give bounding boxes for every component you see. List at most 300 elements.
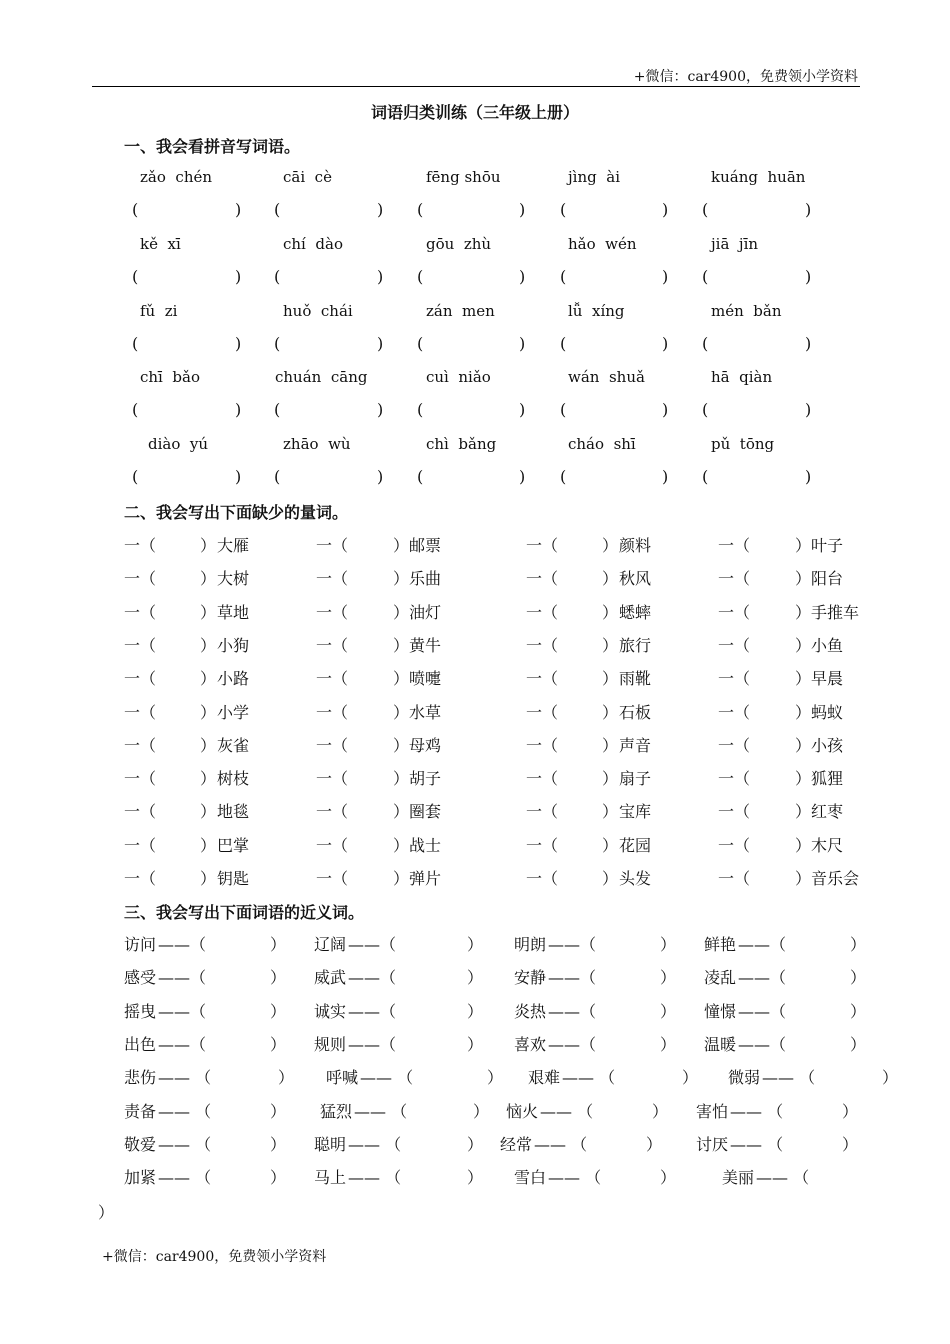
measure-prefix: 一（ <box>718 602 751 622</box>
measure-blank-close[interactable]: ） <box>602 702 619 722</box>
synonym-word: 感受 <box>124 968 157 988</box>
answer-paren-open[interactable]: ( <box>132 334 139 353</box>
synonym-blank-close[interactable]: ） <box>467 1168 484 1188</box>
measure-prefix: 一（ <box>718 536 751 555</box>
measure-noun: 战士 <box>409 835 442 855</box>
measure-noun: 雨靴 <box>619 669 652 689</box>
answer-paren-open[interactable]: ( <box>702 467 709 486</box>
measure-prefix: 一（ <box>124 635 157 655</box>
synonym-dash: ——（ <box>548 1001 597 1021</box>
answer-paren-close[interactable]: ) <box>519 200 526 219</box>
measure-noun: 草地 <box>217 602 250 622</box>
pinyin-label: huǒ chái <box>283 302 353 320</box>
measure-prefix: 一（ <box>124 735 157 755</box>
answer-paren-open[interactable]: ( <box>132 200 139 219</box>
pinyin-label: chì bǎng <box>426 435 497 453</box>
measure-prefix: 一（ <box>124 569 157 589</box>
measure-blank-close[interactable]: ） <box>393 669 410 689</box>
measure-blank-close[interactable]: ） <box>795 802 812 822</box>
synonym-word: 讨厌 <box>696 1134 729 1154</box>
measure-noun: 黄牛 <box>409 635 442 655</box>
synonym-blank-close[interactable]: ） <box>467 1134 484 1154</box>
answer-paren-open[interactable]: ( <box>132 400 139 419</box>
synonym-blank-close[interactable]: ） <box>467 1034 484 1054</box>
answer-paren-open[interactable]: ( <box>274 334 281 353</box>
page-title: 词语归类训练（三年级上册） <box>370 103 579 122</box>
measure-noun: 叶子 <box>811 536 844 555</box>
measure-noun: 蟋蟀 <box>619 602 652 622</box>
synonym-word: 安静 <box>514 968 547 988</box>
answer-paren-close[interactable]: ) <box>662 200 669 219</box>
answer-paren-close[interactable]: ) <box>805 200 812 219</box>
measure-prefix: 一（ <box>316 735 349 755</box>
pinyin-label: kuáng huān <box>711 168 806 186</box>
synonym-dash: ——（ <box>548 935 597 954</box>
answer-paren-close[interactable]: ) <box>235 334 242 353</box>
measure-prefix: 一（ <box>124 869 157 888</box>
measure-blank-close[interactable]: ） <box>200 702 217 722</box>
synonym-word: 经常 <box>500 1134 533 1154</box>
synonym-dash: —— （ <box>158 1134 212 1154</box>
pinyin-label: cháo shī <box>568 435 636 453</box>
measure-prefix: 一（ <box>718 869 751 888</box>
answer-paren-close[interactable]: ) <box>662 267 669 286</box>
measure-blank-close[interactable]: ） <box>602 802 619 822</box>
answer-paren-open[interactable]: ( <box>417 267 424 286</box>
synonym-word: 访问 <box>124 935 157 954</box>
synonym-dash: ——（ <box>158 968 207 988</box>
synonym-word: 害怕 <box>696 1101 729 1121</box>
header-rule <box>92 86 860 87</box>
synonym-dash: —— （ <box>360 1068 414 1088</box>
answer-paren-close[interactable]: ) <box>519 267 526 286</box>
measure-blank-close[interactable]: ） <box>602 602 619 622</box>
synonym-blank-close[interactable]: ） <box>850 968 867 988</box>
measure-prefix: 一（ <box>718 635 751 655</box>
measure-prefix: 一（ <box>316 702 349 722</box>
synonym-blank-close[interactable]: ） <box>660 1168 677 1188</box>
measure-noun: 小孩 <box>811 735 844 755</box>
measure-prefix: 一（ <box>316 569 349 589</box>
measure-noun: 钥匙 <box>217 869 250 888</box>
answer-paren-close[interactable]: ) <box>805 334 812 353</box>
pinyin-label: cuì niǎo <box>426 368 491 386</box>
measure-blank-close[interactable]: ） <box>393 735 410 755</box>
measure-blank-close[interactable]: ） <box>393 702 410 722</box>
synonym-dash: —— （ <box>730 1101 784 1121</box>
section1-heading: 一、我会看拼音写词语。 <box>124 137 301 156</box>
measure-noun: 石板 <box>619 702 652 722</box>
measure-noun: 扇子 <box>619 769 652 789</box>
measure-prefix: 一（ <box>526 536 559 555</box>
synonym-blank-close[interactable]: ） <box>850 1034 867 1054</box>
measure-noun: 大树 <box>217 569 250 589</box>
synonym-dash: ——（ <box>348 968 397 988</box>
measure-noun: 小路 <box>217 669 250 689</box>
measure-blank-close[interactable]: ） <box>795 735 812 755</box>
measure-blank-close[interactable]: ） <box>200 735 217 755</box>
measure-blank-close[interactable]: ） <box>795 635 812 655</box>
synonym-dash: ——（ <box>158 1034 207 1054</box>
answer-paren-open[interactable]: ( <box>560 334 567 353</box>
answer-paren-close[interactable]: ) <box>235 467 242 486</box>
synonym-blank-close[interactable]: ） <box>270 1134 287 1154</box>
measure-blank-close[interactable]: ） <box>200 536 217 555</box>
answer-paren-open[interactable]: ( <box>417 467 424 486</box>
synonym-dash: —— （ <box>534 1134 588 1154</box>
header-watermark: +微信：car4900，免费领小学资料 <box>633 69 858 85</box>
measure-prefix: 一（ <box>526 635 559 655</box>
measure-prefix: 一（ <box>316 835 349 855</box>
measure-blank-close[interactable]: ） <box>200 869 217 888</box>
measure-blank-close[interactable]: ） <box>602 669 619 689</box>
measure-prefix: 一（ <box>526 835 559 855</box>
synonym-word: 憧憬 <box>704 1001 737 1021</box>
measure-prefix: 一（ <box>526 869 559 888</box>
synonym-blank-close[interactable]: ） <box>660 935 677 954</box>
answer-paren-close[interactable]: ) <box>377 334 384 353</box>
pinyin-label: cāi cè <box>283 168 332 186</box>
synonym-word: 温暖 <box>704 1034 737 1054</box>
pinyin-label: kě xī <box>140 235 181 253</box>
measure-blank-close[interactable]: ） <box>795 569 812 589</box>
synonym-blank-close[interactable]: ） <box>270 1001 287 1021</box>
pinyin-label: jiā jīn <box>711 235 759 253</box>
measure-prefix: 一（ <box>124 536 157 555</box>
synonym-blank-close[interactable]: ） <box>842 1134 859 1154</box>
measure-prefix: 一（ <box>124 702 157 722</box>
synonym-blank-close[interactable]: ） <box>467 1001 484 1021</box>
measure-noun: 乐曲 <box>409 569 442 589</box>
measure-noun: 水草 <box>409 702 442 722</box>
answer-paren-open[interactable]: ( <box>560 200 567 219</box>
measure-noun: 阳台 <box>811 569 844 589</box>
synonym-blank-close[interactable]: ） <box>270 1101 287 1121</box>
measure-blank-close[interactable]: ） <box>795 835 812 855</box>
pinyin-label: hā qiàn <box>711 368 773 386</box>
pinyin-label: zán men <box>426 302 495 320</box>
measure-noun: 小鱼 <box>811 635 844 655</box>
answer-paren-close[interactable]: ) <box>377 267 384 286</box>
measure-blank-close[interactable]: ） <box>200 635 217 655</box>
synonym-blank-close[interactable]: ） <box>473 1101 490 1121</box>
synonym-blank-close[interactable]: ） <box>850 1001 867 1021</box>
measure-noun: 狐狸 <box>811 769 844 789</box>
measure-noun: 小学 <box>217 702 250 722</box>
measure-prefix: 一（ <box>718 802 751 822</box>
section2-heading: 二、我会写出下面缺少的量词。 <box>124 503 349 522</box>
synonym-blank-close[interactable]: ） <box>850 935 867 954</box>
synonym-dash: —— （ <box>730 1134 784 1154</box>
measure-noun: 旅行 <box>619 635 652 655</box>
synonym-blank-close[interactable]: ） <box>467 968 484 988</box>
answer-paren-close[interactable]: ) <box>662 467 669 486</box>
synonym-dash: —— （ <box>762 1068 816 1088</box>
synonym-blank-close[interactable]: ） <box>660 1001 677 1021</box>
measure-prefix: 一（ <box>718 769 751 789</box>
synonym-word: 诚实 <box>314 1001 347 1021</box>
measure-prefix: 一（ <box>718 569 751 589</box>
synonym-word: 马上 <box>314 1168 347 1188</box>
answer-paren-close[interactable]: ) <box>805 400 812 419</box>
measure-prefix: 一（ <box>526 669 559 689</box>
measure-noun: 音乐会 <box>811 869 860 888</box>
measure-blank-close[interactable]: ） <box>200 669 217 689</box>
synonym-dash: ——（ <box>548 1034 597 1054</box>
measure-noun: 花园 <box>619 835 652 855</box>
answer-paren-open[interactable]: ( <box>560 267 567 286</box>
measure-blank-close[interactable]: ） <box>795 869 812 888</box>
measure-noun: 红枣 <box>811 802 844 822</box>
measure-noun: 地毯 <box>217 802 250 822</box>
synonym-word: 加紧 <box>124 1168 157 1188</box>
answer-paren-open[interactable]: ( <box>417 400 424 419</box>
synonym-word: 鲜艳 <box>704 935 737 954</box>
measure-blank-close[interactable]: ） <box>393 569 410 589</box>
measure-noun: 母鸡 <box>409 735 442 755</box>
synonym-blank-close[interactable]: ） <box>278 1068 295 1088</box>
measure-blank-close[interactable]: ） <box>393 769 410 789</box>
pinyin-label: zhāo wù <box>283 435 351 453</box>
answer-paren-close[interactable]: ) <box>519 400 526 419</box>
synonym-word: 敬爱 <box>124 1134 157 1154</box>
synonym-blank-close[interactable]: ） <box>270 1168 287 1188</box>
synonym-dash: —— （ <box>348 1168 402 1188</box>
synonym-dash: ——（ <box>348 1001 397 1021</box>
answer-paren-close[interactable]: ) <box>377 400 384 419</box>
synonym-blank-close[interactable]: ） <box>270 968 287 988</box>
synonym-blank-close[interactable]: ） <box>660 1034 677 1054</box>
pinyin-label: pǔ tōng <box>711 435 775 453</box>
synonym-blank-close[interactable]: ） <box>652 1101 669 1121</box>
measure-prefix: 一（ <box>124 802 157 822</box>
synonym-dash: ——（ <box>158 1001 207 1021</box>
measure-blank-close[interactable]: ） <box>200 769 217 789</box>
measure-prefix: 一（ <box>526 569 559 589</box>
answer-paren-open[interactable]: ( <box>132 467 139 486</box>
synonym-blank-close[interactable]: ） <box>842 1101 859 1121</box>
pinyin-label: lǚ xíng <box>568 302 625 320</box>
synonym-dash: ——（ <box>738 968 787 988</box>
synonym-word: 责备 <box>124 1101 157 1121</box>
answer-paren-close[interactable]: ) <box>377 200 384 219</box>
measure-prefix: 一（ <box>526 735 559 755</box>
synonym-word: 摇曳 <box>124 1001 157 1021</box>
synonym-dash: —— （ <box>756 1168 810 1188</box>
measure-blank-close[interactable]: ） <box>200 802 217 822</box>
measure-noun: 宝库 <box>619 802 652 822</box>
measure-blank-close[interactable]: ） <box>795 702 812 722</box>
synonym-word: 猛烈 <box>320 1101 353 1121</box>
answer-paren-close[interactable]: ) <box>377 467 384 486</box>
measure-noun: 树枝 <box>217 769 250 789</box>
measure-noun: 灰雀 <box>217 735 250 755</box>
answer-paren-open[interactable]: ( <box>702 334 709 353</box>
measure-blank-close[interactable]: ） <box>393 602 410 622</box>
measure-prefix: 一（ <box>316 769 349 789</box>
measure-noun: 早晨 <box>811 669 844 689</box>
measure-blank-close[interactable]: ） <box>602 635 619 655</box>
answer-paren-open[interactable]: ( <box>702 200 709 219</box>
pinyin-label: chuán cāng <box>275 368 368 386</box>
measure-noun: 喷嚏 <box>409 669 442 689</box>
synonym-dash: ——（ <box>738 935 787 954</box>
measure-prefix: 一（ <box>124 669 157 689</box>
synonym-blank-close[interactable]: ） <box>682 1068 699 1088</box>
synonym-word: 微弱 <box>728 1068 761 1088</box>
synonym-dash: ——（ <box>548 968 597 988</box>
measure-noun: 大雁 <box>217 536 250 555</box>
measure-blank-close[interactable]: ） <box>393 802 410 822</box>
measure-noun: 蚂蚁 <box>811 702 844 722</box>
pinyin-label: chí dào <box>283 235 343 253</box>
measure-prefix: 一（ <box>316 602 349 622</box>
measure-blank-close[interactable]: ） <box>602 735 619 755</box>
synonym-word: 明朗 <box>514 935 547 954</box>
measure-prefix: 一（ <box>718 669 751 689</box>
measure-prefix: 一（ <box>526 769 559 789</box>
pinyin-label: jìng ài <box>568 168 620 186</box>
synonym-blank-close[interactable]: ） <box>270 935 287 954</box>
answer-paren-close[interactable]: ) <box>235 267 242 286</box>
synonym-dash: —— （ <box>158 1101 212 1121</box>
answer-paren-open[interactable]: ( <box>560 400 567 419</box>
synonym-blank-close[interactable]: ） <box>660 968 677 988</box>
answer-paren-close[interactable]: ) <box>805 267 812 286</box>
synonym-dash: —— （ <box>158 1168 212 1188</box>
synonym-blank-close[interactable]: ） <box>487 1068 504 1088</box>
pinyin-label: diào yú <box>148 435 209 453</box>
answer-paren-open[interactable]: ( <box>274 400 281 419</box>
answer-paren-close[interactable]: ) <box>235 400 242 419</box>
measure-blank-close[interactable]: ） <box>795 769 812 789</box>
synonym-blank-close[interactable]: ） <box>98 1203 115 1222</box>
answer-paren-close[interactable]: ) <box>235 200 242 219</box>
measure-prefix: 一（ <box>316 635 349 655</box>
synonym-word: 呼喊 <box>326 1068 359 1088</box>
answer-paren-open[interactable]: ( <box>560 467 567 486</box>
answer-paren-open[interactable]: ( <box>417 334 424 353</box>
synonym-word: 艰难 <box>528 1068 561 1088</box>
measure-blank-close[interactable]: ） <box>393 869 410 888</box>
answer-paren-open[interactable]: ( <box>132 267 139 286</box>
measure-noun: 手推车 <box>811 602 860 622</box>
synonym-dash: —— （ <box>548 1168 602 1188</box>
measure-blank-close[interactable]: ） <box>200 602 217 622</box>
synonym-word: 辽阔 <box>314 935 347 954</box>
measure-noun: 声音 <box>619 735 652 755</box>
measure-blank-close[interactable]: ） <box>393 635 410 655</box>
synonym-blank-close[interactable]: ） <box>467 935 484 954</box>
measure-blank-close[interactable]: ） <box>200 835 217 855</box>
synonym-word: 聪明 <box>314 1134 347 1154</box>
pinyin-label: gōu zhù <box>426 235 492 253</box>
answer-paren-close[interactable]: ) <box>805 467 812 486</box>
measure-prefix: 一（ <box>718 702 751 722</box>
measure-blank-close[interactable]: ） <box>795 602 812 622</box>
measure-noun: 油灯 <box>409 602 442 622</box>
pinyin-label: wán shuǎ <box>568 368 645 386</box>
synonym-dash: —— （ <box>562 1068 616 1088</box>
pinyin-label: fǔ zi <box>140 302 178 320</box>
answer-paren-open[interactable]: ( <box>274 267 281 286</box>
answer-paren-open[interactable]: ( <box>274 200 281 219</box>
synonym-word: 恼火 <box>506 1101 539 1121</box>
measure-noun: 木尺 <box>811 835 844 855</box>
answer-paren-open[interactable]: ( <box>274 467 281 486</box>
measure-noun: 弹片 <box>409 869 442 888</box>
pinyin-label: mén bǎn <box>711 302 782 320</box>
measure-blank-close[interactable]: ） <box>795 669 812 689</box>
measure-noun: 小狗 <box>217 635 250 655</box>
measure-prefix: 一（ <box>124 602 157 622</box>
measure-prefix: 一（ <box>124 835 157 855</box>
answer-paren-close[interactable]: ) <box>519 334 526 353</box>
measure-noun: 邮票 <box>409 536 442 555</box>
measure-prefix: 一（ <box>316 536 349 555</box>
synonym-word: 悲伤 <box>124 1068 157 1088</box>
answer-paren-open[interactable]: ( <box>702 267 709 286</box>
measure-noun: 圈套 <box>409 802 442 822</box>
measure-blank-close[interactable]: ） <box>602 536 619 555</box>
synonym-dash: ——（ <box>348 935 397 954</box>
measure-prefix: 一（ <box>316 802 349 822</box>
synonym-dash: —— （ <box>354 1101 408 1121</box>
measure-blank-close[interactable]: ） <box>602 869 619 888</box>
answer-paren-open[interactable]: ( <box>417 200 424 219</box>
measure-noun: 巴掌 <box>217 835 250 855</box>
measure-prefix: 一（ <box>526 602 559 622</box>
synonym-blank-close[interactable]: ） <box>646 1134 663 1154</box>
pinyin-label: fēng shōu <box>426 168 501 186</box>
measure-noun: 头发 <box>619 869 652 888</box>
measure-blank-close[interactable]: ） <box>795 536 812 555</box>
measure-prefix: 一（ <box>526 802 559 822</box>
answer-paren-close[interactable]: ) <box>519 467 526 486</box>
measure-blank-close[interactable]: ） <box>200 569 217 589</box>
synonym-dash: ——（ <box>158 935 207 954</box>
measure-blank-close[interactable]: ） <box>393 835 410 855</box>
measure-prefix: 一（ <box>718 735 751 755</box>
measure-noun: 颜料 <box>619 536 652 555</box>
synonym-word: 雪白 <box>514 1168 547 1188</box>
synonym-dash: ——（ <box>738 1034 787 1054</box>
synonym-blank-close[interactable]: ） <box>270 1034 287 1054</box>
synonym-word: 喜欢 <box>514 1034 547 1054</box>
measure-blank-close[interactable]: ） <box>602 835 619 855</box>
synonym-dash: ——（ <box>348 1034 397 1054</box>
measure-noun: 秋风 <box>619 569 652 589</box>
pinyin-label: chī bǎo <box>140 368 200 386</box>
measure-blank-close[interactable]: ） <box>602 769 619 789</box>
synonym-word: 炎热 <box>514 1001 547 1021</box>
measure-blank-close[interactable]: ） <box>602 569 619 589</box>
measure-blank-close[interactable]: ） <box>393 536 410 555</box>
answer-paren-open[interactable]: ( <box>702 400 709 419</box>
synonym-dash: —— （ <box>348 1134 402 1154</box>
measure-noun: 胡子 <box>409 769 442 789</box>
synonym-blank-close[interactable]: ） <box>882 1068 899 1088</box>
section3-heading: 三、我会写出下面词语的近义词。 <box>124 903 365 922</box>
measure-prefix: 一（ <box>718 835 751 855</box>
answer-paren-close[interactable]: ) <box>662 334 669 353</box>
pinyin-label: hǎo wén <box>568 235 637 253</box>
synonym-dash: ——（ <box>738 1001 787 1021</box>
measure-prefix: 一（ <box>316 869 349 888</box>
answer-paren-close[interactable]: ) <box>662 400 669 419</box>
synonym-word: 威武 <box>314 968 347 988</box>
synonym-dash: —— （ <box>540 1101 594 1121</box>
